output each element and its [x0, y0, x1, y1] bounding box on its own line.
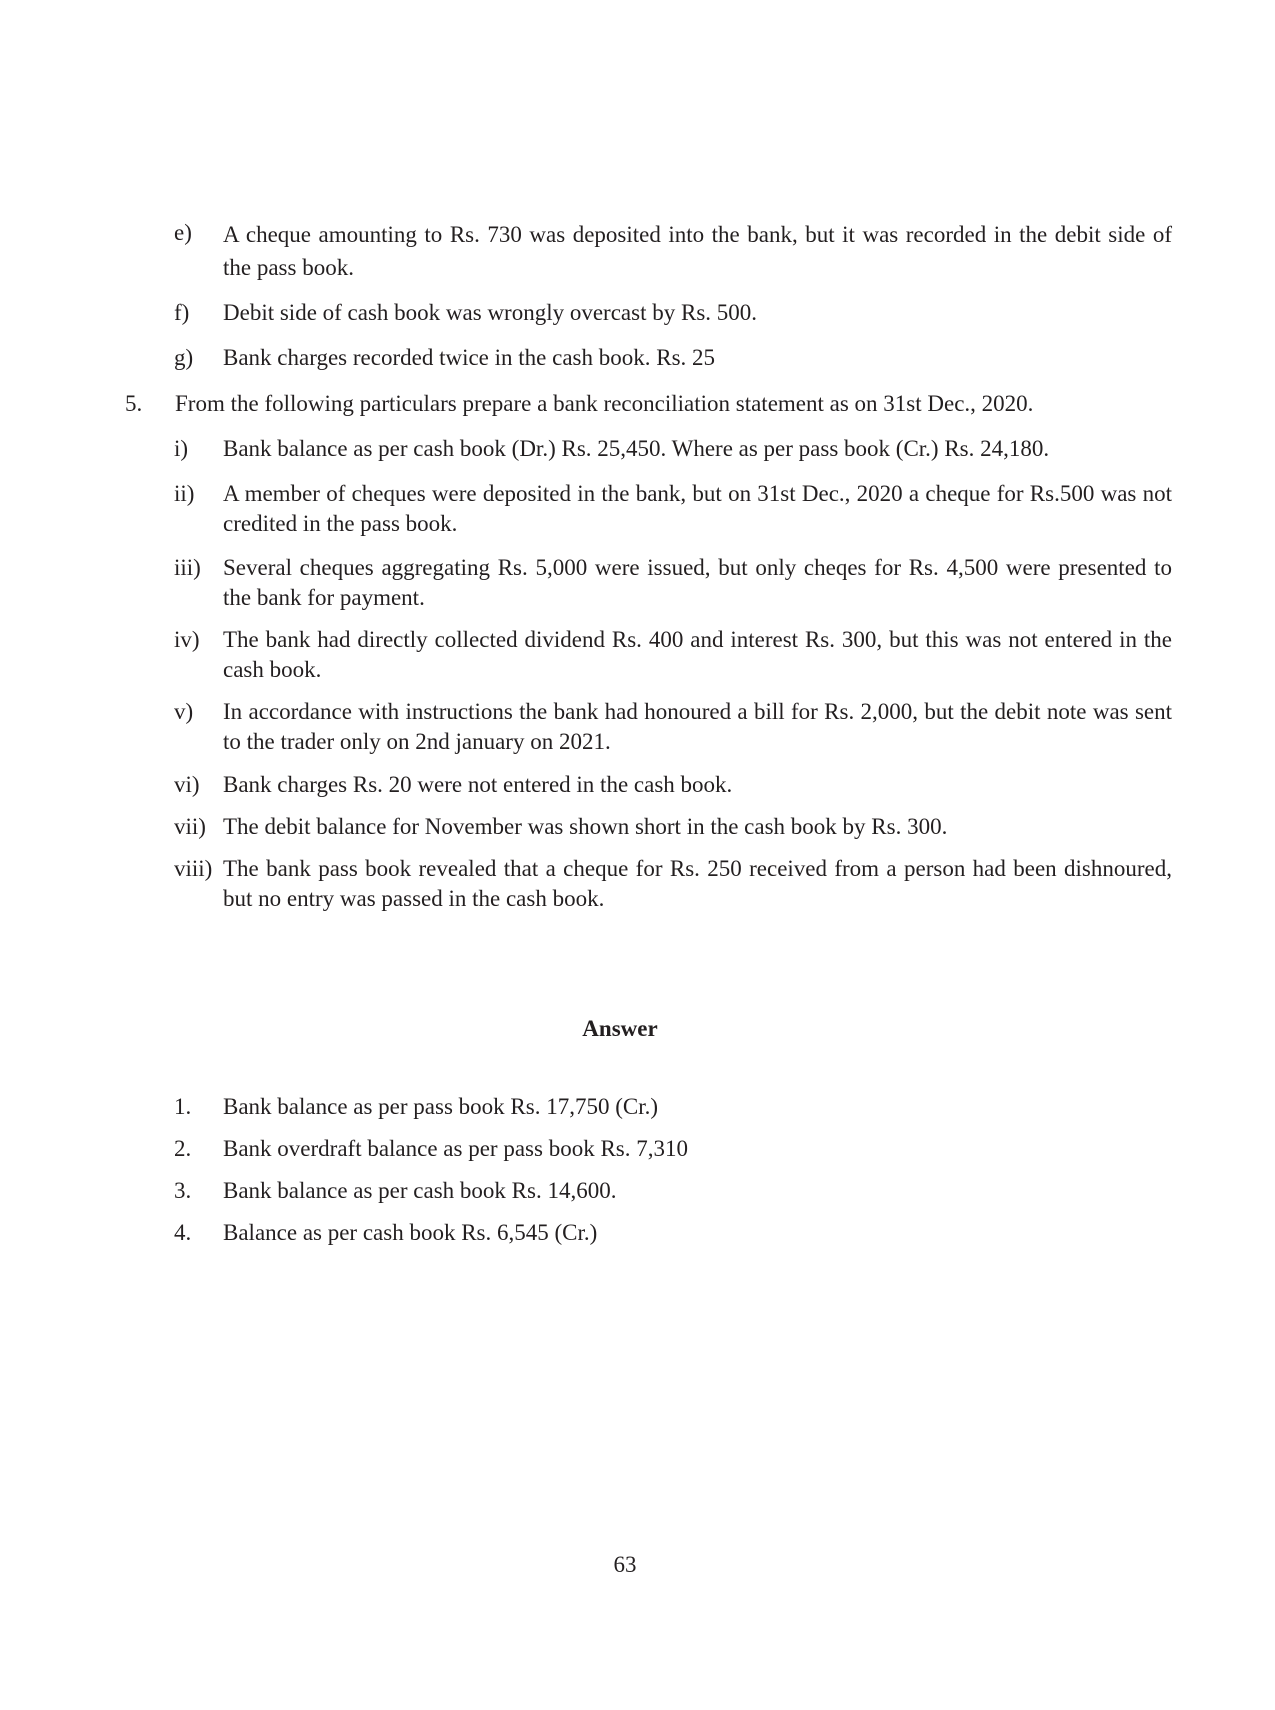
question-text: From the following particulars prepare a bank reconciliation statement as on 31st Dec., 2020. — [175, 391, 1034, 416]
answer-text: Balance as per cash book Rs. 6,545 (Cr.) — [223, 1220, 598, 1245]
item-label: ii) — [174, 481, 195, 506]
item-text: Bank charges Rs. 20 were not entered in the cash book. — [223, 772, 733, 797]
answer-text: Bank overdraft balance as per pass book Rs. 7,310 — [223, 1136, 688, 1161]
item-text: Debit side of cash book was wrongly overcast by Rs. 500. — [223, 300, 758, 325]
item-text: Several cheques aggregating Rs. 5,000 were issued, but only cheqes for Rs. 4,500 were presented to the bank for payment. — [223, 555, 1172, 610]
list-item-e — [174, 218, 1172, 282]
answer-number: 3. — [174, 1178, 192, 1203]
item-text: In accordance with instructions the bank had honoured a bill for Rs. 2,000, but the debit note was sent to the trader only on 2nd january on 2021. — [223, 699, 1172, 754]
answer-heading: Answer — [582, 1016, 658, 1041]
answer-number: 2. — [174, 1136, 192, 1161]
item-text: Bank charges recorded twice in the cash book. Rs. 25 — [223, 345, 716, 370]
item-label: e) — [174, 220, 192, 245]
question-number: 5. — [125, 391, 143, 416]
page-number: 63 — [613, 1552, 637, 1577]
item-text: The bank had directly collected dividend Rs. 400 and interest Rs. 300, but this was not entered in the cash book. — [223, 627, 1172, 682]
answer-number: 4. — [174, 1220, 192, 1245]
item-label: vii) — [174, 814, 206, 839]
item-label: g) — [174, 345, 194, 370]
answer-text: Bank balance as per pass book Rs. 17,750 (Cr.) — [223, 1094, 659, 1119]
item-label: vi) — [174, 772, 200, 797]
item-label: iii) — [174, 555, 201, 580]
item-text: A cheque amounting to Rs. 730 was deposited into the bank, but it was recorded in the debit side of the pass book. — [223, 222, 1172, 280]
answer-number: 1. — [174, 1094, 192, 1119]
item-label: f) — [174, 300, 190, 325]
item-text: The debit balance for November was shown short in the cash book by Rs. 300. — [223, 814, 948, 839]
item-label: iv) — [174, 627, 200, 652]
item-label: v) — [174, 699, 194, 724]
item-text: The bank pass book revealed that a cheque for Rs. 250 received from a person had been dishnoured, but no entry was passed in the cash book. — [223, 856, 1172, 911]
item-label: viii) — [174, 856, 213, 881]
item-text: A member of cheques were deposited in the bank, but on 31st Dec., 2020 a cheque for Rs.500 was not credited in the pass book. — [223, 481, 1172, 536]
item-label: i) — [174, 436, 189, 461]
item-text: Bank balance as per cash book (Dr.) Rs. 25,450. Where as per pass book (Cr.) Rs. 24,180. — [223, 436, 1050, 461]
answer-text: Bank balance as per cash book Rs. 14,600. — [223, 1178, 617, 1203]
